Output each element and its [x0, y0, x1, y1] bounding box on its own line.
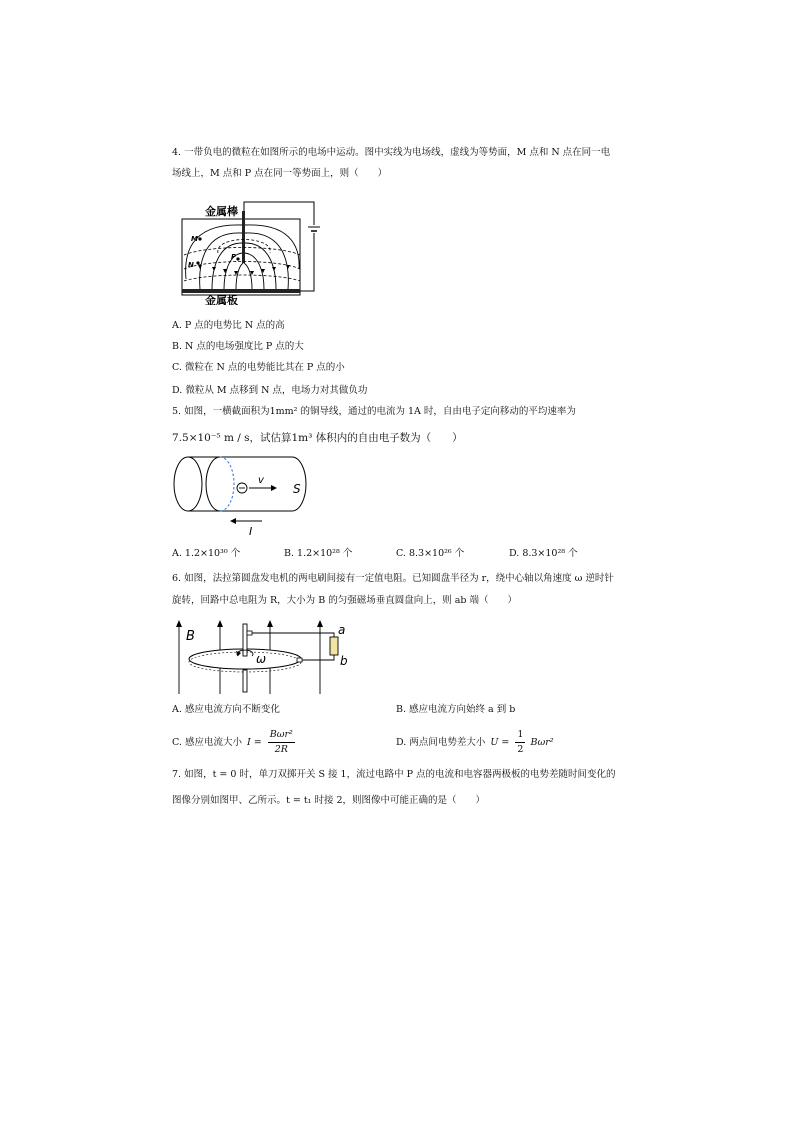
label-B: B: [186, 629, 195, 644]
label-omega: ω: [256, 652, 267, 666]
q7-stem-line-2: 图像分别如图甲、乙所示。t = t₁ 时接 2，则图像中可能正确的是（ ）: [172, 795, 486, 806]
label-S: S: [293, 482, 301, 496]
q6-option-c: [172, 728, 295, 760]
cross-section-back: [220, 457, 234, 511]
wire-bottom: [300, 233, 314, 291]
brush-rim: [297, 658, 302, 662]
label-metal-rod: 金属棒: [205, 205, 238, 218]
q5-stem-line-1: 5. 如图，一横截面积为1mm² 的铜导线，通过的电流为 1A 时，自由电子定向移动的平均速率为: [172, 406, 576, 417]
q6-stem-line-2: 旋转，回路中总电阻为 R，大小为 B 的匀强磁场垂直圆盘向上，则 ab 端（ ）: [172, 595, 517, 606]
option-c-fraction: [268, 728, 295, 757]
point-P: [236, 257, 239, 260]
option-c-prefix: C. 感应电流大小: [172, 737, 242, 748]
q4-option-a: A. P 点的电势比 N 点的高: [172, 320, 285, 331]
q6-option-d: [396, 728, 554, 760]
option-d-fraction: [515, 728, 525, 757]
metal-rod: [242, 211, 245, 263]
label-a: a: [338, 623, 346, 637]
q4-option-c: C. 微粒在 N 点的电势能比其在 P 点的小: [172, 362, 345, 373]
q4-stem-line-1: 4. 一带负电的微粒在如图所示的电场中运动。图中实线为电场线，虚线为等势面，M 点和 N 点在同一电: [172, 147, 611, 158]
q4-stem-line-2: 场线上，M 点和 P 点在同一等势面上，则（ ）: [172, 168, 388, 179]
q6-stem-line-1: 6. 如图，法拉第圆盘发电机的两电刷间接有一定值电阻。已知圆盘半径为 r，绕中心轴以角速度 ω 逆时针: [172, 573, 614, 584]
label-v: v: [258, 475, 264, 486]
point-N: [196, 261, 199, 264]
label-b: b: [340, 654, 348, 668]
axle-bottom: [243, 670, 247, 692]
wire-b: [302, 654, 334, 660]
q5-option-d: D. 8.3×10²⁸ 个: [509, 548, 578, 559]
wire-left-end: [174, 457, 202, 511]
metal-plate: [182, 289, 300, 293]
q7-stem-line-1: 7. 如图，t = 0 时，单刀双掷开关 S 接 1，流过电路中 P 点的电流和电容器两极板的电势差随时间变化的: [172, 769, 616, 780]
label-M: M: [191, 235, 198, 243]
wire-a: [252, 633, 334, 638]
option-d-denominator: 2: [517, 744, 524, 755]
label-P: P: [231, 253, 237, 261]
option-c-numerator: Bωr²: [268, 728, 295, 743]
option-d-tail: Bωr²: [530, 737, 554, 748]
option-c-denominator: 2R: [274, 744, 288, 755]
axle-top: [243, 624, 247, 656]
cross-section-front: [206, 457, 220, 511]
option-d-lhs: U =: [490, 737, 510, 748]
resistor: [330, 637, 338, 655]
q5-option-a: A. 1.2×10³⁰ 个: [172, 548, 241, 559]
label-N: N: [188, 261, 194, 269]
option-d-prefix: D. 两点间电势差大小: [396, 737, 486, 748]
q6-faraday-disk-figure: [170, 616, 360, 696]
wire-top: [244, 202, 314, 225]
q5-option-b: B. 1.2×10²⁸ 个: [284, 548, 353, 559]
q6-option-b: B. 感应电流方向始终 a 到 b: [396, 704, 516, 715]
q4-electric-field-figure: [178, 197, 328, 305]
q4-option-b: B. N 点的电场强度比 P 点的大: [172, 341, 304, 352]
q5-option-c: C. 8.3×10²⁶ 个: [396, 548, 465, 559]
q5-wire-figure: [170, 453, 320, 537]
option-d-numerator: 1: [515, 728, 525, 743]
brush-axle: [247, 631, 252, 635]
label-metal-plate: 金属板: [205, 294, 238, 305]
point-M: [198, 237, 201, 240]
q5-stem-line-2: 7.5×10⁻⁵ m / s，试估算1m³ 体积内的自由电子数为（ ）: [172, 432, 463, 444]
q6-option-a: A. 感应电流方向不断变化: [172, 704, 280, 715]
option-c-lhs: I =: [247, 737, 262, 748]
label-I: I: [249, 525, 253, 537]
q4-option-d: D. 微粒从 M 点移到 N 点，电场力对其做负功: [172, 385, 368, 396]
